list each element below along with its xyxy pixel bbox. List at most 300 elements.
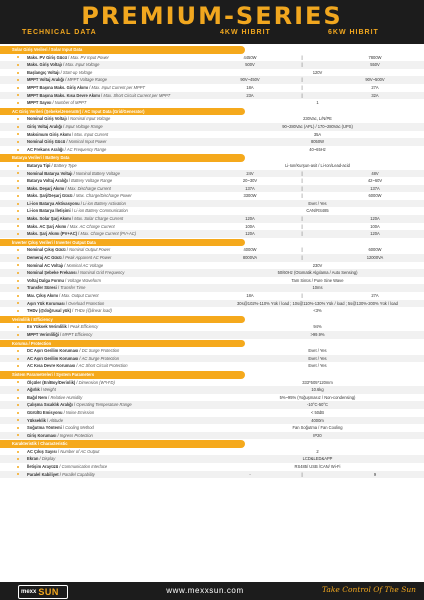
spec-label: Maks. Solar Şarj Akımı / Max. Solar Charge Current xyxy=(27,216,124,222)
spec-value-4kw: - xyxy=(249,471,251,477)
spec-row xyxy=(0,215,424,223)
bullet-icon xyxy=(17,195,19,197)
spec-label-en: Start-up Voltage xyxy=(62,69,93,75)
spec-label-en: Max. Charge/Discharge Power xyxy=(75,193,132,199)
spec-row xyxy=(0,185,424,193)
spec-label: DC Aşırı Gerilim Koruması / DC Surge Protection xyxy=(27,348,120,354)
section-title: İnverter Çıkış Verileri / Inverter Output Data xyxy=(12,239,96,245)
spec-label-en: Nominal Input Voltage xyxy=(70,116,111,122)
spec-label: Maı. Çıkış Akımı / Max. Output Current xyxy=(27,293,99,298)
spec-label-tr: Soğutma Yöntemi xyxy=(27,425,62,431)
spec-row xyxy=(0,223,424,231)
bullet-icon xyxy=(17,397,19,399)
column-divider: | xyxy=(301,92,303,98)
spec-row xyxy=(0,170,424,178)
bullet-icon xyxy=(17,434,19,436)
bullet-icon xyxy=(17,365,19,367)
spec-value-common: CAN/RS485 xyxy=(306,208,329,214)
spec-value-6kw: 137A xyxy=(370,185,380,191)
section-header xyxy=(0,340,245,348)
bullet-icon xyxy=(17,458,19,460)
spec-label-en: Communication Interface xyxy=(61,464,108,470)
col-technical-data: TECHNICAL DATA xyxy=(22,29,97,36)
spec-label-tr: AC Aşırı Gerilim Koruması xyxy=(27,355,79,361)
spec-label-tr: Ölçüler (En/Boy/Derinlik) xyxy=(27,379,76,385)
spec-row xyxy=(0,146,424,154)
spec-row xyxy=(0,432,424,440)
spec-value-4kw: 4450W xyxy=(243,54,257,60)
section-title: Karakteristik / Characteristic xyxy=(12,441,68,447)
spec-value-common: 1 xyxy=(316,100,319,106)
spec-label-tr: Maks. Şarj Akımı (PV+AC) xyxy=(27,231,78,237)
spec-value-6kw: 27A xyxy=(371,84,379,90)
spec-row xyxy=(0,463,424,471)
bullet-icon xyxy=(17,381,19,383)
spec-label-en: Altitude xyxy=(49,417,63,423)
bullet-icon xyxy=(17,233,19,235)
spec-row xyxy=(0,409,424,417)
spec-label-tr: Nominal Giriş Gücü xyxy=(27,139,66,145)
spec-label-tr: Yükseklik xyxy=(27,417,46,423)
spec-row xyxy=(0,76,424,84)
column-divider: | xyxy=(301,77,303,83)
spec-label: Yükseklik / Altitude xyxy=(27,417,63,423)
column-divider: | xyxy=(301,223,303,229)
bullet-icon xyxy=(17,473,19,475)
spec-label-tr: Aşırı Yük Koruması xyxy=(27,300,65,306)
spec-label-en: Max. Solar Charge Current xyxy=(74,216,124,222)
bullet-icon xyxy=(17,358,19,360)
spec-row xyxy=(0,307,424,315)
bullet-icon xyxy=(17,412,19,414)
bullet-icon xyxy=(17,203,19,205)
spec-value-6kw: 120A xyxy=(370,231,380,237)
spec-value-common: RS485/ USB /CAN/ Wi-Fi xyxy=(294,464,341,470)
spec-row xyxy=(0,92,424,100)
spec-label-en: DC Surge Protection xyxy=(81,348,120,354)
column-divider: | xyxy=(301,247,303,253)
spec-label: Maks. AC Şarj Akımı / Max. AC Charge Current xyxy=(27,223,115,229)
spec-row xyxy=(0,162,424,170)
bullet-icon xyxy=(17,280,19,282)
spec-label-tr: MPPT Başına Maks. Kısa Devre Akımı xyxy=(27,92,100,98)
spec-label: Çalışma Sıcaklık Aralığı / Operating Temperature Range xyxy=(27,402,132,408)
bullet-icon xyxy=(17,310,19,312)
spec-value-common: 10ms xyxy=(312,285,323,291)
spec-label-tr: Nominal Çıkış Gücü xyxy=(27,247,66,253)
spec-label-en: Number of AC Output xyxy=(60,448,100,454)
spec-label-en: Transfer Time xyxy=(60,285,86,291)
spec-table xyxy=(0,45,424,478)
spec-value-common: 5%~95% (Yoğuşmasız / Non-condensing) xyxy=(279,394,356,400)
spec-label: AC Kısa Devre Koruması / AC Short Circuit Protection xyxy=(27,363,128,369)
spec-label-en: Li-ion Battery Communication xyxy=(74,208,128,214)
spec-label-tr: Nominal Şebeke Frekansı xyxy=(27,270,77,276)
spec-label-tr: Başlangıç Voltajı xyxy=(27,69,60,75)
spec-label: Voltaj Dalga Formu / Voltage Waveform xyxy=(27,277,101,283)
spec-value-6kw: 32A xyxy=(371,92,379,98)
bullet-icon xyxy=(17,218,19,220)
spec-label-en: Max. Output Current xyxy=(61,293,99,298)
spec-row xyxy=(0,424,424,432)
spec-label-en: Battery Type xyxy=(53,162,77,168)
spec-value-4kw: 23A xyxy=(246,92,254,98)
spec-label: MPPT Voltaj Aralığı / MPPT Voltage Range xyxy=(27,77,107,83)
spec-label-tr: Maks. Solar Şarj Akımı xyxy=(27,216,71,222)
spec-label-en: Max. Charge Current (PV+AC) xyxy=(80,231,137,237)
spec-label-tr: AC Çıkış Sayısı xyxy=(27,448,57,454)
spec-label-tr: MPPT Başına Maks. Giriş Akımı xyxy=(27,84,89,90)
spec-label: Nominal Şebeke Frekansı / Nominal Grid Frequency xyxy=(27,270,125,276)
spec-label-en: AC Frequency Range xyxy=(66,146,107,152)
column-header-row xyxy=(0,29,424,41)
bullet-icon xyxy=(17,257,19,259)
bullet-icon xyxy=(17,87,19,89)
spec-label: Aşırı Yük Koruması / Overload Protection xyxy=(27,300,105,306)
section-title: Koruma / Protection xyxy=(12,340,52,346)
spec-label: AC Aşırı Gerilim Koruması / AC Surge Protection xyxy=(27,355,120,361)
spec-row xyxy=(0,262,424,270)
section-header xyxy=(0,154,245,162)
spec-value-6kw: 6000W xyxy=(368,193,382,199)
bullet-icon xyxy=(17,165,19,167)
spec-value-common: Fan Soğutma / Fan Cooling xyxy=(292,425,343,431)
column-divider: | xyxy=(301,193,303,199)
bullet-icon xyxy=(17,295,19,297)
column-divider: | xyxy=(301,293,303,298)
spec-label-en: Max. Discharge Current xyxy=(67,185,111,191)
spec-label-tr: Çalışma Sıcaklık Aralığı xyxy=(27,402,73,408)
spec-label-en: Nominal AC Voltage xyxy=(66,262,104,268)
spec-label-tr: Voltaj Dalga Formu xyxy=(27,277,64,283)
spec-label-en: Max. Input Current per MPPT xyxy=(91,84,145,90)
spec-row xyxy=(0,455,424,463)
spec-value-common: 50/60Hz (Otomatik Algılama / Auto Sensing) xyxy=(277,270,358,276)
section-title: Batarya Verileri / Battery Data xyxy=(12,155,70,161)
spec-label: Giriş Koruması / Ingress Protection xyxy=(27,432,93,438)
spec-label-en: AC Surge Protection xyxy=(81,355,120,361)
spec-row xyxy=(0,99,424,107)
section-title: Verimlilik / Efficiency xyxy=(12,316,53,322)
spec-value-common: 2 xyxy=(316,448,319,454)
spec-label: Transfer Süresi / Transfer Time xyxy=(27,285,86,291)
bullet-icon xyxy=(17,264,19,266)
spec-label: Ölçüler (En/Boy/Derinlik) / Dimension (W*H*D) xyxy=(27,379,115,385)
spec-row xyxy=(0,200,424,208)
spec-label-en: MPPT Efficiency xyxy=(62,331,93,337)
column-divider: | xyxy=(301,471,303,477)
col-4kw: 4KW HIBRIT xyxy=(220,29,271,36)
spec-label: Demeraj AC Gücü / Peak Apparent AC Power xyxy=(27,255,112,261)
spec-value-4kw: 18A xyxy=(246,293,254,298)
bullet-icon xyxy=(17,180,19,182)
bullet-icon xyxy=(17,79,19,81)
spec-value-4kw: 137A xyxy=(245,185,255,191)
spec-label-en: Voltage Waveform xyxy=(67,277,101,283)
spec-label-en: Parallel Capability xyxy=(62,471,95,477)
spec-label-en: Nominal Output Power xyxy=(69,247,111,253)
spec-label: Başlangıç Voltajı / Start-up Voltage xyxy=(27,69,93,75)
spec-label-en: Max. Input Voltage xyxy=(65,62,100,68)
spec-value-common: -10°C-50°C xyxy=(306,402,329,408)
bullet-icon xyxy=(17,72,19,74)
spec-value-4kw: 18A xyxy=(246,84,254,90)
spec-label-en: Max. PV Input Power xyxy=(70,54,109,60)
spec-row xyxy=(0,394,424,402)
spec-value-common: Evet / Yes xyxy=(308,363,327,369)
spec-value-common: 90~280Vac (APL) / 170~280Vac (UPS) xyxy=(282,123,353,129)
slogan: Take Control Of The Sun xyxy=(321,585,416,594)
spec-label: Ekran / Display xyxy=(27,456,56,462)
spec-row xyxy=(0,379,424,387)
spec-label-en: Max. Input Current xyxy=(74,131,109,137)
spec-label: MPPT Başına Maks. Giriş Akımı / Max. Input Current per MPPT xyxy=(27,84,145,90)
spec-label: AC Çıkış Sayısı / Number of AC Output xyxy=(27,448,100,454)
spec-label-tr: Nominal Giriş Voltajı xyxy=(27,116,67,122)
spec-label-tr: DC Aşırı Gerilim Koruması xyxy=(27,348,79,354)
spec-value-common: 35A xyxy=(313,131,322,137)
bullet-icon xyxy=(17,187,19,189)
spec-row xyxy=(0,131,424,139)
column-divider: | xyxy=(301,185,303,191)
spec-label-tr: Maı. Çıkış Akımı xyxy=(27,293,59,298)
spec-value-common: LCD&LED&APP xyxy=(302,456,333,462)
spec-label-en: Cooling Method xyxy=(65,425,94,431)
spec-value-4kw: 4000W xyxy=(243,247,257,253)
spec-value-4kw: 3300W xyxy=(243,193,257,199)
spec-label: Maks. Giriş Voltajı / Max. Input Voltage xyxy=(27,62,100,68)
bullet-icon xyxy=(17,64,19,66)
spec-label: THDv (@doğrusal yük) / THDv (@linear load) xyxy=(27,308,112,314)
spec-label: Bağıl Nem / Relative Humidity xyxy=(27,394,83,400)
column-divider: | xyxy=(301,231,303,237)
spec-label-tr: AC Frekans Aralığı xyxy=(27,146,64,152)
spec-value-common: 4000m xyxy=(311,417,324,423)
spec-label-en: Ingress Protection xyxy=(59,432,93,438)
spec-label-tr: Maks. PV Giriş Gücü xyxy=(27,54,68,60)
spec-value-6kw: 90V~500V xyxy=(365,77,385,83)
spec-row xyxy=(0,331,424,339)
spec-value-common: 10.6kg xyxy=(311,387,324,393)
spec-label: İletişim Arayüzü / Communication Interface xyxy=(27,464,108,470)
website-link[interactable]: www.mexxsun.com xyxy=(166,586,244,595)
spec-label-tr: Nominal Batarya Voltajı xyxy=(27,170,73,176)
spec-label-tr: İletişim Arayüzü xyxy=(27,464,59,470)
spec-label-en: Peak Efficiency xyxy=(70,324,99,330)
spec-value-common: Li-Ion/Kurşun-asit / Li-Ion/Lead-acid xyxy=(285,162,350,168)
spec-value-common: IP20 xyxy=(313,432,322,438)
spec-label-en: THDv (@linear load) xyxy=(74,308,112,314)
spec-label-tr: THDv (@doğrusal yük) xyxy=(27,308,72,314)
spec-label-tr: En Yüksek Verimlilik xyxy=(27,324,67,330)
spec-row xyxy=(0,207,424,215)
spec-label: Maks. PV Giriş Gücü / Max. PV Input Power xyxy=(27,54,109,60)
spec-row xyxy=(0,417,424,425)
spec-row xyxy=(0,254,424,262)
spec-row xyxy=(0,277,424,285)
spec-label-tr: AC Kısa Devre Koruması xyxy=(27,363,76,369)
spec-row xyxy=(0,192,424,200)
spec-row xyxy=(0,230,424,238)
spec-row xyxy=(0,138,424,146)
spec-row xyxy=(0,448,424,456)
spec-label-tr: Ekran xyxy=(27,456,39,462)
spec-label-tr: Bağıl Nem xyxy=(27,394,48,400)
spec-label-tr: MPPT Sayısı xyxy=(27,100,52,106)
section-header xyxy=(0,239,245,247)
column-divider: | xyxy=(301,54,303,60)
section-title: Solar Giriş Verileri / Solar Input Data xyxy=(12,47,83,52)
page-title: PREMIUM-SERIES xyxy=(81,2,343,30)
header-bar xyxy=(0,0,424,44)
spec-label-en: Li-ion Battery Activation xyxy=(83,200,126,206)
spec-label-en: Relative Humidity xyxy=(50,394,83,400)
section-header xyxy=(0,46,245,54)
spec-value-common: 40~65Hz xyxy=(309,146,326,152)
spec-label-en: AC Short Circuit Protection xyxy=(78,363,128,369)
bullet-icon xyxy=(17,56,19,58)
column-divider: | xyxy=(301,170,303,176)
bullet-icon xyxy=(17,126,19,128)
spec-label: Nominal AC Voltajı / Nominal AC Voltage xyxy=(27,262,104,268)
spec-label: Nominal Çıkış Gücü / Nominal Output Power xyxy=(27,247,111,253)
spec-label-en: Max. AC Charge Current xyxy=(69,223,115,229)
spec-value-common: 8050W xyxy=(311,139,324,145)
spec-row xyxy=(0,355,424,363)
spec-value-common: >99.9% xyxy=(310,331,325,337)
brand-logo xyxy=(18,585,68,599)
spec-label: MPPT Verimliliği / MPPT Efficiency xyxy=(27,331,93,337)
section-header xyxy=(0,316,245,324)
spec-label-tr: Gürültü Emisyonu xyxy=(27,409,63,415)
spec-value-4kw: 500V xyxy=(245,62,255,68)
spec-value-6kw: 120A xyxy=(370,216,380,222)
spec-row xyxy=(0,471,424,479)
spec-value-common: 333*505*120mm xyxy=(302,379,333,385)
spec-label: Batarya Voltaj Aralığı / Battery Voltage Range xyxy=(27,178,113,184)
bullet-icon xyxy=(17,389,19,391)
spec-row xyxy=(0,401,424,409)
bullet-icon xyxy=(17,118,19,120)
spec-label-en: Max. Short Circuit Current per MPPT xyxy=(103,92,171,98)
spec-label-tr: Li-ion Batarya Aktivasyonu xyxy=(27,200,80,206)
spec-value-6kw: 48V xyxy=(371,170,379,176)
spec-label: Li-ion Batarya Aktivasyonu / Li-ion Battery Activation xyxy=(27,200,126,206)
spec-row xyxy=(0,284,424,292)
bullet-icon xyxy=(17,225,19,227)
spec-value-4kw: 100A xyxy=(245,223,255,229)
spec-label: Maks. Şarj/Deşarj Gücü / Max. Charge/Discharge Power xyxy=(27,193,132,199)
bullet-icon xyxy=(17,272,19,274)
spec-row xyxy=(0,115,424,123)
spec-label-en: Weight xyxy=(43,387,56,393)
spec-label-tr: MPPT Verimliliği xyxy=(27,331,59,337)
spec-label: Gürültü Emisyonu / Noise Emission xyxy=(27,409,95,415)
spec-value-common: Evet / Yes xyxy=(308,200,327,206)
spec-label: Paralel Kabiliyet / Parallel Capability xyxy=(27,471,95,477)
spec-value-6kw: 6000W xyxy=(368,247,382,253)
section-title: Sistem Parametreleri / System Parameters xyxy=(12,371,95,377)
bullet-icon xyxy=(17,94,19,96)
spec-row xyxy=(0,123,424,131)
spec-value-4kw: 24V xyxy=(246,170,254,176)
spec-label-tr: Giriş Koruması xyxy=(27,432,57,438)
bullet-icon xyxy=(17,451,19,453)
spec-label: Nominal Batarya Voltajı / Nominal Battery Voltage xyxy=(27,170,120,176)
spec-value-common: Evet / Yes xyxy=(308,348,327,354)
spec-value-common: 120V xyxy=(312,69,323,75)
spec-label-tr: Maks. AC Şarj Akımı xyxy=(27,223,67,229)
bullet-icon xyxy=(17,419,19,421)
spec-row xyxy=(0,347,424,355)
spec-label: MPPT Sayısı / Number of MPPT xyxy=(27,100,87,106)
logo-text-a: mexx xyxy=(21,589,37,595)
bullet-icon xyxy=(17,404,19,406)
spec-label-en: Input Voltage Range xyxy=(65,123,103,129)
spec-label: Li-ion Batarya İletişimi / Li-ion Battery Communication xyxy=(27,208,128,214)
spec-label: Maks. Şarj Akımı (PV+AC) / Max. Charge Current (PV+AC) xyxy=(27,231,137,237)
spec-value-6kw: 27A xyxy=(371,293,379,298)
column-divider: | xyxy=(301,216,303,222)
spec-label-tr: Maks. Giriş Voltajı xyxy=(27,62,62,68)
spec-label-tr: Batarya Tipi xyxy=(27,162,51,168)
spec-value-6kw: 7800W xyxy=(368,54,382,60)
spec-label-en: Overload Protection xyxy=(68,300,105,306)
bullet-icon xyxy=(17,102,19,104)
spec-label-en: Noise Emission xyxy=(65,409,95,415)
spec-label-en: Battery Voltage Range xyxy=(71,178,113,184)
bullet-icon xyxy=(17,133,19,135)
bullet-icon xyxy=(17,466,19,468)
spec-label-en: Dimension (W*H*D) xyxy=(78,379,115,385)
spec-label-tr: Transfer Süresi xyxy=(27,285,57,291)
spec-label: Maksimum Giriş Akımı / Max. Input Current xyxy=(27,131,109,137)
column-divider: | xyxy=(301,62,303,68)
spec-value-4kw: 8000VA xyxy=(242,255,258,261)
spec-label: AC Frekans Aralığı / AC Frequency Range xyxy=(27,146,107,152)
spec-value-common: 30s@102%-110% Yük / load ; 10s@110%-130% Yük / load ; 5s@130%-200% Yük / load xyxy=(237,300,398,306)
section-title: AC Giriş Verileri (Şebeke/Jeneratör) / AC Input Data (Grid/Generator) xyxy=(12,108,145,114)
spec-row xyxy=(0,246,424,254)
spec-row xyxy=(0,269,424,277)
spec-row xyxy=(0,292,424,300)
spec-value-common: Tam Sinüs / Pure Sine Wave xyxy=(291,277,344,283)
bullet-icon xyxy=(17,427,19,429)
spec-label-tr: Li-ion Batarya İletişimi xyxy=(27,208,71,214)
bullet-icon xyxy=(17,350,19,352)
spec-label-tr: Batarya Voltaj Aralığı xyxy=(27,178,68,184)
spec-row xyxy=(0,386,424,394)
spec-label-tr: Maks. Şarj/Deşarj Gücü xyxy=(27,193,73,199)
spec-label: Maks. Deşarj Akımı / Max. Discharge Current xyxy=(27,185,111,191)
spec-label-en: Nominal Input Power xyxy=(68,139,107,145)
section-header xyxy=(0,371,245,379)
spec-label-en: Display xyxy=(41,456,56,462)
spec-row xyxy=(0,177,424,185)
bullet-icon xyxy=(17,210,19,212)
spec-value-common: 230Vac, L/N/PE xyxy=(303,116,332,122)
logo-text-b: SUN xyxy=(38,587,59,597)
spec-row xyxy=(0,61,424,69)
spec-label: MPPT Başına Maks. Kısa Devre Akımı / Max. Short Circuit Current per MPPT xyxy=(27,92,171,98)
spec-label-tr: Demeraj AC Gücü xyxy=(27,255,62,261)
spec-label-tr: Maksimum Giriş Akımı xyxy=(27,131,71,137)
spec-value-common: 94% xyxy=(313,324,322,330)
spec-label: Soğutma Yöntemi / Cooling Method xyxy=(27,425,94,431)
bullet-icon xyxy=(17,141,19,143)
spec-value-common: Evet / Yes xyxy=(308,355,327,361)
spec-value-6kw: 550V xyxy=(370,62,380,68)
